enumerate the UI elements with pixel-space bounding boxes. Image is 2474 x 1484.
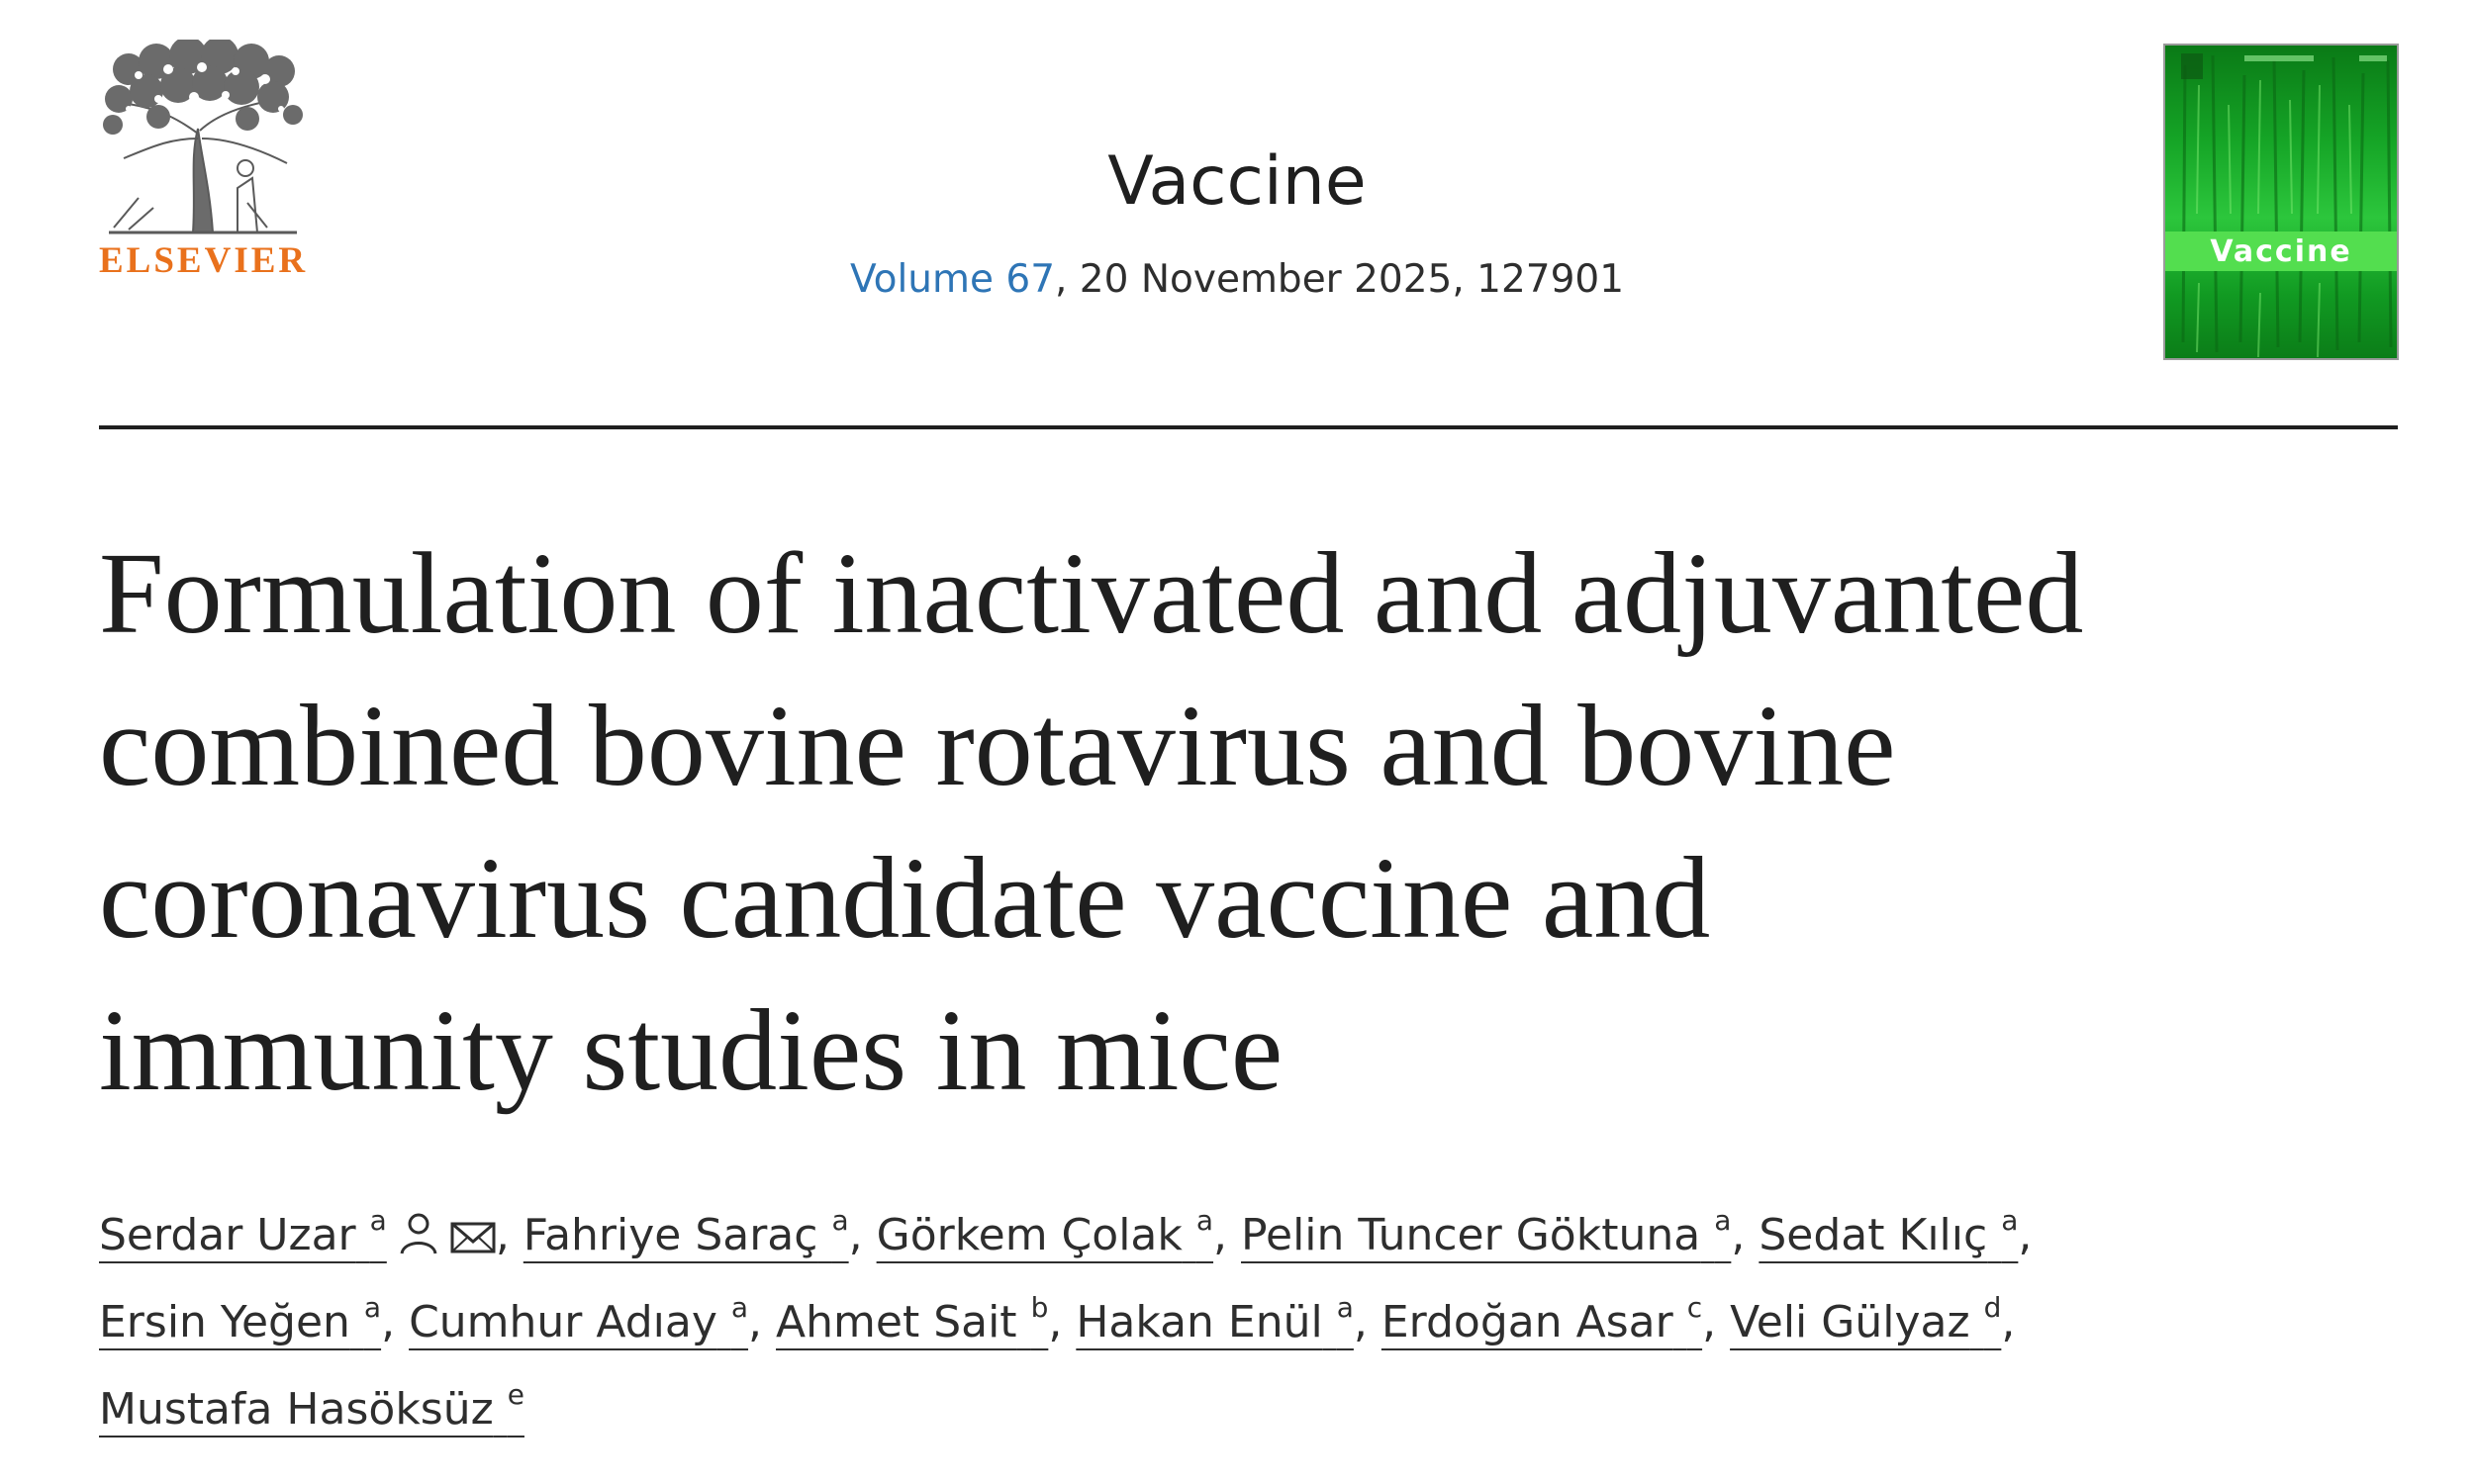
tree-logo-icon <box>99 40 307 237</box>
journal-title[interactable]: Vaccine <box>1107 142 1367 221</box>
volume-link[interactable]: Volume 67 <box>849 257 1056 302</box>
article-title <box>99 517 2415 1127</box>
author-name: Hakan Enül <box>1076 1297 1323 1347</box>
affiliation-marker: a <box>363 1291 382 1324</box>
affiliation-marker: a <box>1336 1291 1354 1324</box>
author-link[interactable] <box>99 1378 524 1435</box>
author-link[interactable] <box>776 1291 1049 1347</box>
article-title-line: Formulation of inactivated and adjuvanted <box>99 528 2084 658</box>
affiliation-marker: d <box>1983 1291 2002 1324</box>
affiliation-marker: b <box>1030 1291 1049 1324</box>
author-name: Serdar Uzar <box>99 1210 356 1260</box>
header-divider <box>99 425 2398 429</box>
author-name: Mustafa Hasöksüz <box>99 1384 494 1435</box>
author-name: Sedat Kılıç <box>1759 1210 1988 1260</box>
affiliation-marker: a <box>1195 1204 1214 1237</box>
cover-title-band <box>2165 232 2397 271</box>
journal-header <box>693 142 1781 302</box>
issue-details: , 20 November 2025, 127901 <box>1055 257 1625 302</box>
envelope-icon <box>450 1220 496 1255</box>
author-list: Serdar Uzar $^a$ , Fahriye Saraç $^a$, Görkem Çolak $^a$, Pelin Tuncer Göktuna $^a$, Sedat Kılıç $^a$, Ersin Yeğen $^a$, Cumhur Adıay $^a$, Ahmet Sait $^b$, Hakan Enül $^a$, Erdoğan Asar $^c$, Veli Gülyaz $^d$, Mustafa Hasöksüz $^e$ <box>99 1204 2033 1435</box>
author-name: Erdoğan Asar <box>1380 1297 1673 1347</box>
affiliation-marker: a <box>369 1204 387 1237</box>
author-name: Veli Gülyaz <box>1730 1297 1970 1347</box>
author-link[interactable] <box>99 1204 496 1260</box>
author-link[interactable] <box>1076 1291 1354 1347</box>
issue-line <box>693 257 1781 302</box>
author-name: Ersin Yeğen <box>99 1297 350 1347</box>
affiliation-marker: e <box>507 1378 524 1411</box>
affiliation-marker: a <box>730 1291 749 1324</box>
cover-title: Vaccine <box>2210 233 2352 269</box>
article-title-line: combined bovine rotavirus and bovine <box>99 681 1896 810</box>
author-link[interactable] <box>1380 1291 1703 1347</box>
affiliation-marker: a <box>831 1204 849 1237</box>
article-title-line: coronavirus candidate vaccine and <box>99 833 1711 963</box>
affiliation-marker: c <box>1686 1291 1703 1324</box>
affiliation-marker: a <box>2001 1204 2019 1237</box>
author-name: Ahmet Sait <box>776 1297 1017 1347</box>
author-link[interactable] <box>1241 1204 1732 1260</box>
author-name: Cumhur Adıay <box>409 1297 717 1347</box>
journal-cover-thumbnail[interactable] <box>2163 44 2399 360</box>
author-link[interactable] <box>876 1204 1214 1260</box>
author-link[interactable] <box>1730 1291 2002 1347</box>
affiliation-marker: a <box>1714 1204 1732 1237</box>
publisher-logo[interactable] <box>99 40 307 282</box>
author-link[interactable] <box>409 1291 749 1347</box>
author-name: Fahriye Saraç <box>523 1210 818 1260</box>
author-name: Görkem Çolak <box>876 1210 1183 1260</box>
author-link[interactable] <box>523 1204 849 1260</box>
article-title-line: immunity studies in mice <box>99 985 1284 1115</box>
person-icon <box>399 1212 438 1255</box>
author-link[interactable] <box>99 1291 382 1347</box>
publisher-name: ELSEVIER <box>99 240 309 281</box>
cover-texture <box>2165 46 2399 360</box>
author-link[interactable] <box>1759 1204 2019 1260</box>
author-name: Pelin Tuncer Göktuna <box>1241 1210 1701 1260</box>
